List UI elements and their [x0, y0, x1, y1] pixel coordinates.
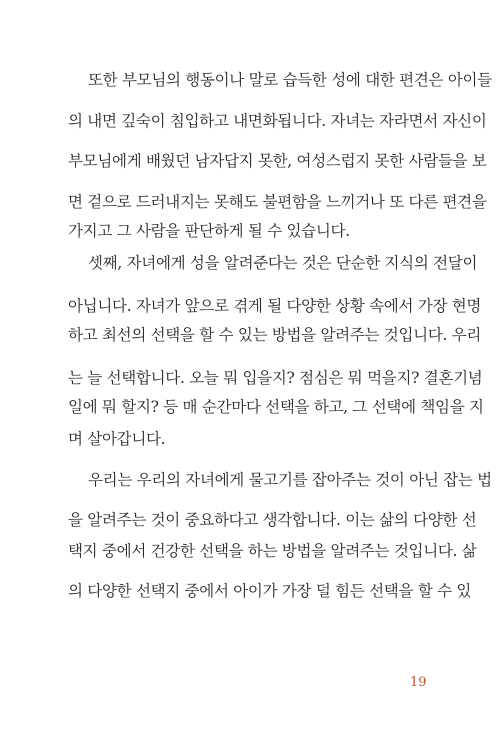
- paragraph-3-line-1: 우리는 우리의 자녀에게 물고기를 잡아주는 것이 아닌 잡는 법: [88, 471, 492, 489]
- paragraph-1-line-4: 면 겉으로 드러내지는 못해도 불편함을 느끼거나 또 다른 편견을: [68, 193, 487, 211]
- paragraph-2-line-4: 는 늘 선택합니다. 오늘 뭐 입을지? 점심은 뭐 먹을지? 결혼기념: [68, 369, 483, 387]
- paragraph-1-line-1: 또한 부모님의 행동이나 말로 습득한 성에 대한 편견은 아이들: [88, 71, 492, 89]
- paragraph-3-line-2: 을 알려주는 것이 중요하다고 생각합니다. 이는 삶의 다양한 선: [68, 511, 477, 529]
- page-number: 19: [410, 675, 427, 690]
- paragraph-3-line-3: 택지 중에서 건강한 선택을 하는 방법을 알려주는 것입니다. 삶: [68, 542, 477, 560]
- paragraph-1-line-2: 의 내면 깊숙이 침입하고 내면화됩니다. 자녀는 자라면서 자신이: [68, 112, 487, 130]
- paragraph-2-line-3: 하고 최선의 선택을 할 수 있는 방법을 알려주는 것입니다. 우리: [68, 326, 482, 344]
- paragraph-1-line-5: 가지고 그 사람을 판단하게 될 수 있습니다.: [68, 222, 350, 240]
- paragraph-2-line-2: 아닙니다. 자녀가 앞으로 겪게 될 다양한 상황 속에서 가장 현명: [68, 297, 482, 315]
- paragraph-3-line-4: 의 다양한 선택지 중에서 아이가 가장 덜 힘든 선택을 할 수 있: [68, 582, 472, 600]
- paragraph-2-line-6: 며 살아갑니다.: [68, 430, 166, 448]
- paragraph-2-line-1: 셋째, 자녀에게 성을 알려준다는 것은 단순한 지식의 전달이: [88, 254, 478, 272]
- paragraph-2-line-5: 일에 뭐 할지? 등 매 순간마다 선택을 하고, 그 선택에 책임을 지: [68, 398, 484, 416]
- paragraph-1-line-3: 부모님에게 배웠던 남자답지 못한, 여성스럽지 못한 사람들을 보: [68, 152, 487, 170]
